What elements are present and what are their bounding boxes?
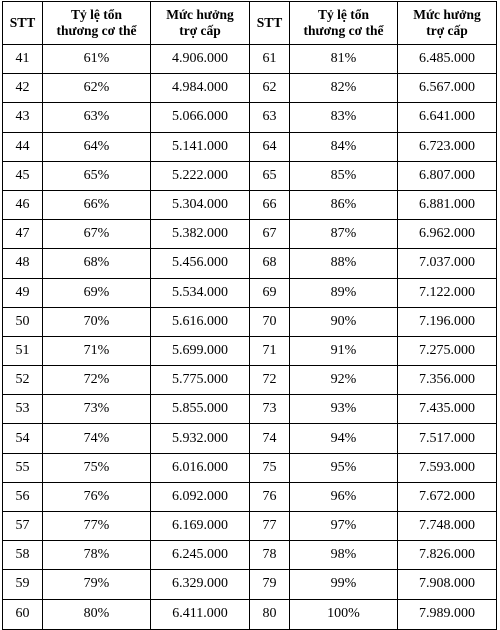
- injury-rate-cell: 75%: [43, 453, 151, 482]
- table-row: [3, 453, 497, 482]
- table-row: [3, 307, 497, 336]
- injury-rate-cell: 76%: [43, 482, 151, 511]
- injury-rate-cell: 84%: [290, 132, 398, 161]
- injury-rate-cell: 94%: [290, 424, 398, 453]
- allowance-cell: 4.906.000: [151, 45, 250, 74]
- injury-rate-cell: 82%: [290, 74, 398, 103]
- allowance-cell: 7.037.000: [398, 249, 497, 278]
- stt-cell: 70: [250, 307, 290, 336]
- injury-rate-cell: 90%: [290, 307, 398, 336]
- stt-cell: 42: [3, 74, 43, 103]
- header-stt: STT: [3, 2, 43, 45]
- table-row: [3, 395, 497, 424]
- table-row: [3, 366, 497, 395]
- table-row: [3, 336, 497, 365]
- stt-cell: 45: [3, 161, 43, 190]
- injury-rate-cell: 67%: [43, 220, 151, 249]
- allowance-cell: 6.329.000: [151, 570, 250, 599]
- stt-cell: 79: [250, 570, 290, 599]
- stt-cell: 75: [250, 453, 290, 482]
- allowance-cell: 6.641.000: [398, 103, 497, 132]
- allowance-cell: 7.672.000: [398, 482, 497, 511]
- allowance-cell: 6.245.000: [151, 541, 250, 570]
- table-row: [3, 278, 497, 307]
- stt-cell: 57: [3, 512, 43, 541]
- table-row: [3, 74, 497, 103]
- header-injury-rate: Tỷ lệ tổn thương cơ thể: [43, 2, 151, 45]
- stt-cell: 47: [3, 220, 43, 249]
- allowance-cell: 5.456.000: [151, 249, 250, 278]
- stt-cell: 52: [3, 366, 43, 395]
- allowance-cell: 4.984.000: [151, 74, 250, 103]
- injury-rate-cell: 86%: [290, 190, 398, 219]
- injury-rate-cell: 78%: [43, 541, 151, 570]
- allowance-cell: 5.222.000: [151, 161, 250, 190]
- allowance-cell: 5.616.000: [151, 307, 250, 336]
- injury-rate-cell: 80%: [43, 599, 151, 629]
- allowance-cell: 6.092.000: [151, 482, 250, 511]
- allowance-cell: 6.411.000: [151, 599, 250, 629]
- allowance-cell: 6.881.000: [398, 190, 497, 219]
- allowance-cell: 7.908.000: [398, 570, 497, 599]
- injury-rate-cell: 66%: [43, 190, 151, 219]
- table-row: [3, 424, 497, 453]
- injury-rate-cell: 68%: [43, 249, 151, 278]
- stt-cell: 77: [250, 512, 290, 541]
- allowance-cell: 7.275.000: [398, 336, 497, 365]
- allowance-cell: 6.567.000: [398, 74, 497, 103]
- injury-rate-cell: 62%: [43, 74, 151, 103]
- table-row: [3, 570, 497, 599]
- injury-rate-cell: 70%: [43, 307, 151, 336]
- injury-rate-cell: 93%: [290, 395, 398, 424]
- allowance-cell: 7.435.000: [398, 395, 497, 424]
- allowance-cell: 5.382.000: [151, 220, 250, 249]
- stt-cell: 67: [250, 220, 290, 249]
- stt-cell: 44: [3, 132, 43, 161]
- injury-rate-cell: 71%: [43, 336, 151, 365]
- stt-cell: 74: [250, 424, 290, 453]
- injury-rate-cell: 69%: [43, 278, 151, 307]
- injury-rate-cell: 91%: [290, 336, 398, 365]
- stt-cell: 73: [250, 395, 290, 424]
- allowance-cell: 7.517.000: [398, 424, 497, 453]
- stt-cell: 80: [250, 599, 290, 629]
- table-body: [3, 45, 497, 630]
- injury-rate-cell: 88%: [290, 249, 398, 278]
- stt-cell: 68: [250, 249, 290, 278]
- injury-rate-cell: 97%: [290, 512, 398, 541]
- allowance-cell: 7.196.000: [398, 307, 497, 336]
- allowance-cell: 5.141.000: [151, 132, 250, 161]
- table-row: [3, 599, 497, 629]
- injury-rate-cell: 87%: [290, 220, 398, 249]
- injury-rate-cell: 95%: [290, 453, 398, 482]
- stt-cell: 46: [3, 190, 43, 219]
- allowance-cell: 5.304.000: [151, 190, 250, 219]
- allowance-cell: 6.962.000: [398, 220, 497, 249]
- allowance-cell: 6.807.000: [398, 161, 497, 190]
- allowance-cell: 6.016.000: [151, 453, 250, 482]
- injury-rate-cell: 98%: [290, 541, 398, 570]
- table-row: [3, 541, 497, 570]
- table-header: [3, 2, 497, 45]
- allowance-cell: 6.723.000: [398, 132, 497, 161]
- injury-rate-cell: 64%: [43, 132, 151, 161]
- stt-cell: 62: [250, 74, 290, 103]
- injury-rate-cell: 89%: [290, 278, 398, 307]
- stt-cell: 78: [250, 541, 290, 570]
- stt-cell: 51: [3, 336, 43, 365]
- stt-cell: 56: [3, 482, 43, 511]
- stt-cell: 63: [250, 103, 290, 132]
- header-injury-rate: Tỷ lệ tổn thương cơ thể: [290, 2, 398, 45]
- stt-cell: 76: [250, 482, 290, 511]
- injury-rate-cell: 74%: [43, 424, 151, 453]
- allowance-cell: 5.855.000: [151, 395, 250, 424]
- injury-rate-cell: 77%: [43, 512, 151, 541]
- allowance-cell: 6.485.000: [398, 45, 497, 74]
- table-row: [3, 45, 497, 74]
- table-row: [3, 103, 497, 132]
- header-row: [3, 2, 497, 45]
- allowance-cell: 5.775.000: [151, 366, 250, 395]
- allowance-cell: 7.989.000: [398, 599, 497, 629]
- stt-cell: 58: [3, 541, 43, 570]
- injury-rate-cell: 65%: [43, 161, 151, 190]
- allowance-table: [2, 1, 497, 630]
- header-stt: STT: [250, 2, 290, 45]
- injury-rate-cell: 92%: [290, 366, 398, 395]
- table-row: [3, 482, 497, 511]
- allowance-cell: 5.534.000: [151, 278, 250, 307]
- injury-rate-cell: 81%: [290, 45, 398, 74]
- injury-rate-cell: 99%: [290, 570, 398, 599]
- allowance-cell: 7.356.000: [398, 366, 497, 395]
- injury-rate-cell: 63%: [43, 103, 151, 132]
- injury-rate-cell: 85%: [290, 161, 398, 190]
- stt-cell: 49: [3, 278, 43, 307]
- stt-cell: 71: [250, 336, 290, 365]
- allowance-cell: 5.932.000: [151, 424, 250, 453]
- stt-cell: 65: [250, 161, 290, 190]
- allowance-cell: 6.169.000: [151, 512, 250, 541]
- header-allowance: Mức hưởng trợ cấp: [398, 2, 497, 45]
- stt-cell: 69: [250, 278, 290, 307]
- allowance-cell: 7.122.000: [398, 278, 497, 307]
- injury-rate-cell: 61%: [43, 45, 151, 74]
- header-allowance: Mức hưởng trợ cấp: [151, 2, 250, 45]
- table-row: [3, 249, 497, 278]
- stt-cell: 50: [3, 307, 43, 336]
- table-row: [3, 161, 497, 190]
- stt-cell: 48: [3, 249, 43, 278]
- stt-cell: 54: [3, 424, 43, 453]
- injury-rate-cell: 83%: [290, 103, 398, 132]
- injury-rate-cell: 73%: [43, 395, 151, 424]
- stt-cell: 53: [3, 395, 43, 424]
- stt-cell: 61: [250, 45, 290, 74]
- allowance-cell: 5.699.000: [151, 336, 250, 365]
- injury-rate-cell: 100%: [290, 599, 398, 629]
- stt-cell: 60: [3, 599, 43, 629]
- table-row: [3, 220, 497, 249]
- table-row: [3, 190, 497, 219]
- stt-cell: 66: [250, 190, 290, 219]
- stt-cell: 55: [3, 453, 43, 482]
- table-row: [3, 132, 497, 161]
- stt-cell: 64: [250, 132, 290, 161]
- allowance-cell: 7.748.000: [398, 512, 497, 541]
- injury-rate-cell: 96%: [290, 482, 398, 511]
- table-row: [3, 512, 497, 541]
- stt-cell: 43: [3, 103, 43, 132]
- stt-cell: 72: [250, 366, 290, 395]
- allowance-cell: 7.826.000: [398, 541, 497, 570]
- stt-cell: 41: [3, 45, 43, 74]
- allowance-cell: 7.593.000: [398, 453, 497, 482]
- injury-rate-cell: 79%: [43, 570, 151, 599]
- injury-rate-cell: 72%: [43, 366, 151, 395]
- allowance-cell: 5.066.000: [151, 103, 250, 132]
- stt-cell: 59: [3, 570, 43, 599]
